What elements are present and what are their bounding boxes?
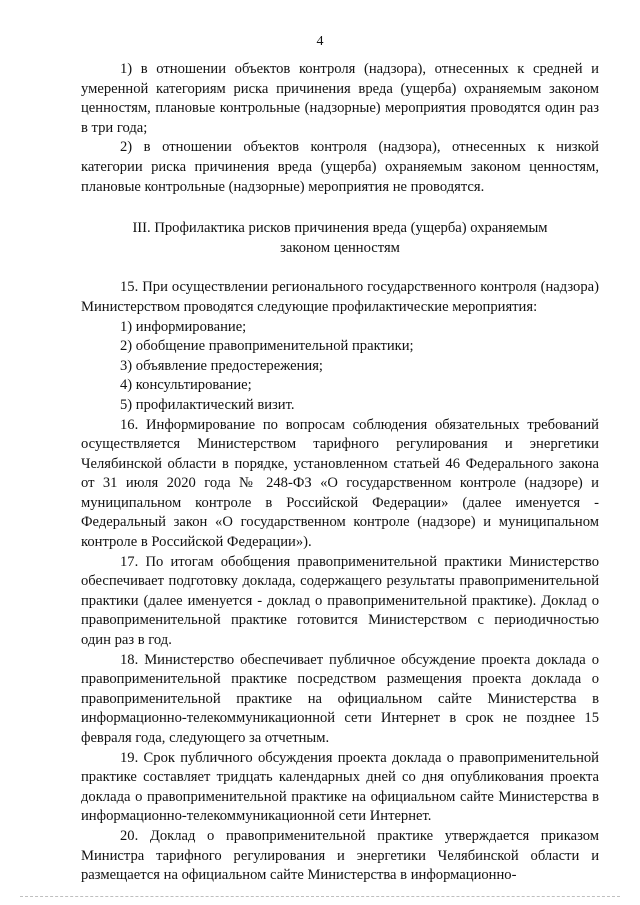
paragraph-15: 15. При осуществлении регионального государственного контроля (надзора) Министерством проводятся следующие профилактические мероприятия: <box>81 279 599 315</box>
section-title: III. Профилактика рисков причинения вреда (ущерба) охраняемым законом ценностям <box>132 220 548 256</box>
paragraph-20: 20. Доклад о правоприменительной практике утверждается приказом Министра тарифного регулирования и энергетики Челябинской области и размещается на официальном сайте Министерства в информационно- <box>81 827 599 884</box>
paragraph-19: 19. Срок публичного обсуждения проекта доклада о правоприменительной практике составляет тридцать календарных дней со дня опубликования проекта доклада о правоприменительной практике на официальном сайте Министерства в информационно-телекоммуникационной сети Интернет. <box>81 749 599 825</box>
page-number: 4 <box>316 34 324 49</box>
paragraph-16: 16. Информирование по вопросам соблюдения обязательных требований осуществляется Министерством тарифного регулирования и энергетики Челябинской области в порядке, установленном статьей 46 Федерального закона от 31 июля 2020 года № 248-ФЗ «О государственном контроле (надзоре) и муниципальном контроле в Российской Федерации» (далее именуется - Федеральный закон «О государственном контроле (надзоре) и муниципальном контроле в Российской Федерации»). <box>81 416 599 551</box>
paragraph-risk-low: 2) в отношении объектов контроля (надзора), отнесенных к низкой категории риска причинения вреда (ущерба) охраняемым законом ценностям, плановые контрольные (надзорные) мероприятия не проводятся. <box>81 139 599 195</box>
list-item: 4) консультирование; <box>120 377 252 394</box>
list-item: 2) обобщение правоприменительной практики; <box>120 338 414 355</box>
list-item: 5) профилактический визит. <box>120 396 295 413</box>
bottom-divider <box>20 896 620 897</box>
document-body <box>81 60 599 886</box>
paragraph-17: 17. По итогам обобщения правоприменительной практики Министерство обеспечивает подготовку доклада, содержащего результаты правоприменительной практики (далее именуется - доклад о правоприменительной практике). Доклад о правоприменительной практике готовится Министерством с периодичностью один раз в год. <box>81 553 599 649</box>
list-item: 1) информирование; <box>120 318 247 335</box>
paragraph-risk-medium: 1) в отношении объектов контроля (надзора), отнесенных к средней и умеренной категориям риска причинения вреда (ущерба) охраняемым законом ценностям, плановые контрольные (надзорные) мероприятия проводятся один раз в три года; <box>81 61 599 136</box>
list-item: 3) объявление предостережения; <box>120 357 323 374</box>
paragraph-18: 18. Министерство обеспечивает публичное обсуждение проекта доклада о правоприменительной практике посредством размещения проекта доклада о правоприменительной практике на официальном сайте Министерства в информационно-телекоммуникационной сети Интернет в срок не позднее 15 февраля года, следующего за отчетным. <box>81 651 599 746</box>
